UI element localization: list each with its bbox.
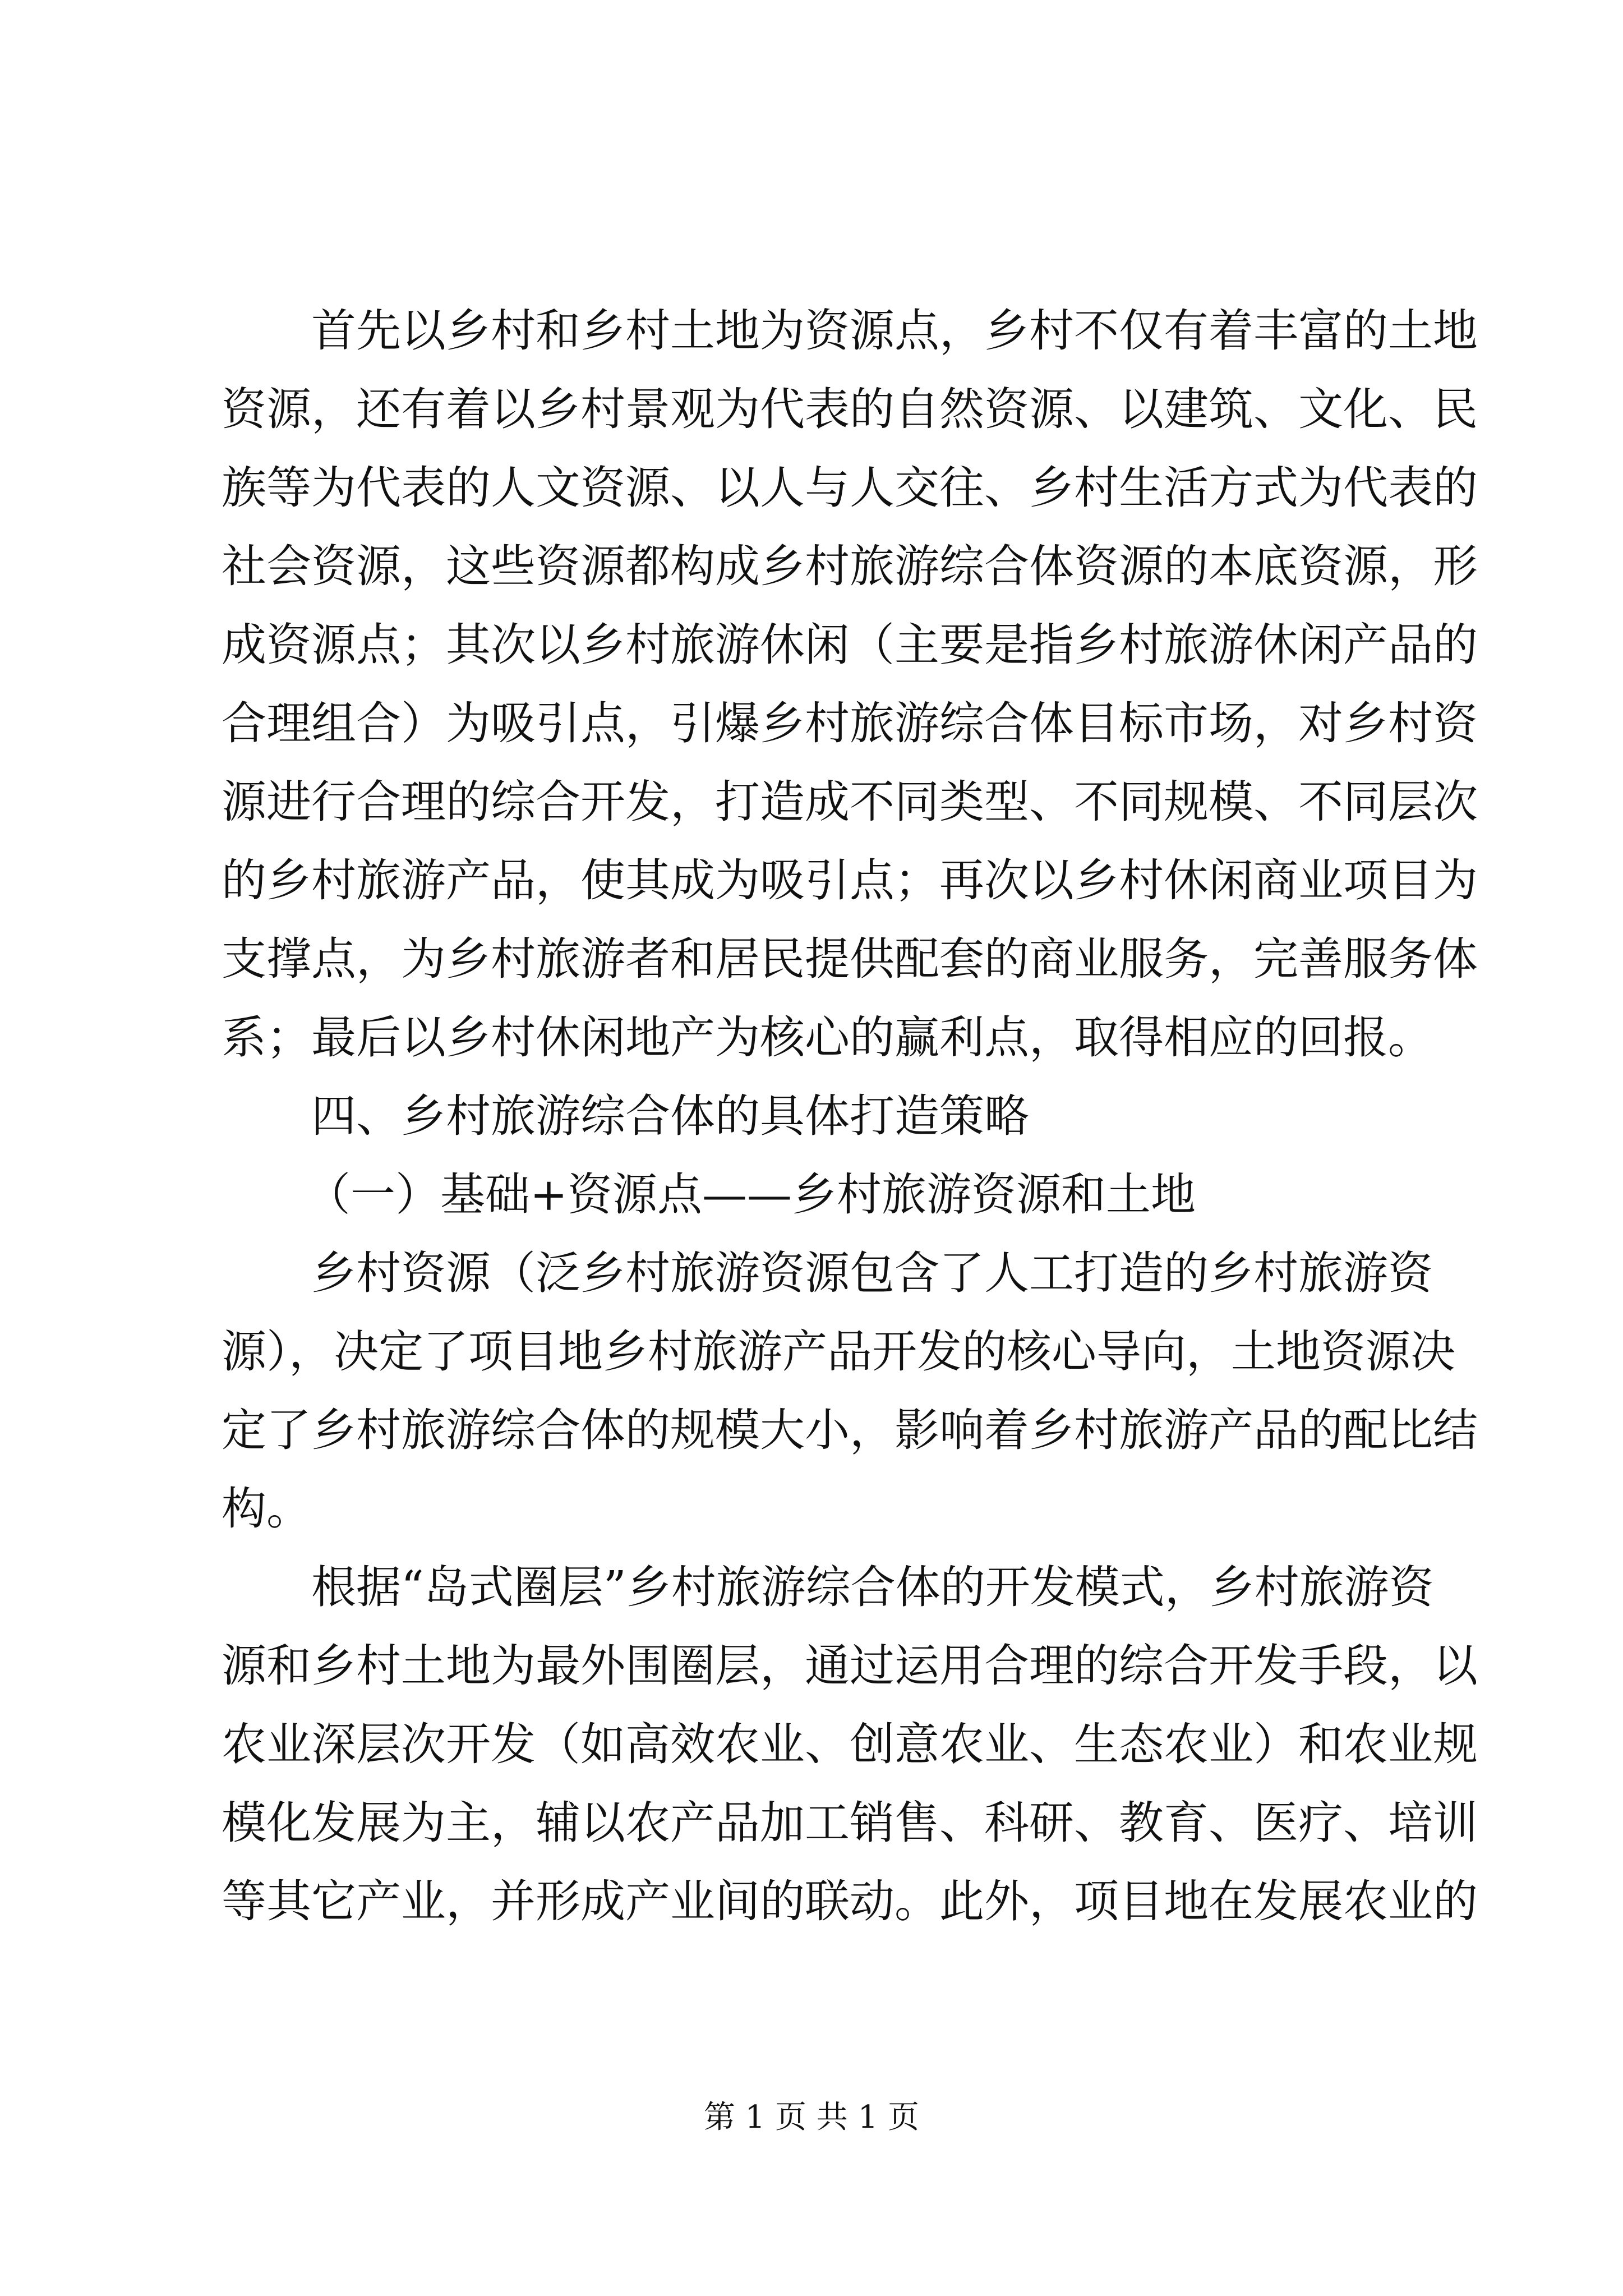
text-line: 定了乡村旅游综合体的规模大小，影响着乡村旅游产品的配比结 (222, 1404, 1478, 1456)
text-line: 族等为代表的人文资源、以人与人交往、乡村生活方式为代表的 (222, 462, 1478, 514)
paragraph-3 (222, 1548, 1478, 1941)
text-line: 农业深层次开发（如高效农业、创意农业、生态农业）和农业规 (222, 1718, 1478, 1770)
text-line: 乡村资源（泛乡村旅游资源包含了人工打造的乡村旅游资 (311, 1247, 1433, 1299)
text-line: 社会资源，这些资源都构成乡村旅游综合体资源的本底资源，形 (222, 540, 1478, 592)
text-line: 源），决定了项目地乡村旅游产品开发的核心导向，土地资源决 (222, 1326, 1455, 1378)
text-line: 构。 (222, 1483, 311, 1535)
text-line: 模化发展为主，辅以农产品加工销售、科研、教育、医疗、培训 (222, 1797, 1478, 1849)
text-line: 的乡村旅游产品，使其成为吸引点；再次以乡村休闲商业项目为 (222, 854, 1478, 907)
text-line: 源和乡村土地为最外围圈层，通过运用合理的综合开发手段，以 (222, 1640, 1478, 1692)
subsection-heading: （一）基础+资源点——乡村旅游资源和土地 (306, 1168, 1196, 1221)
text-line: 成资源点；其次以乡村旅游休闲（主要是指乡村旅游休闲产品的 (222, 619, 1478, 671)
text-line: 支撑点，为乡村旅游者和居民提供配套的商业服务，完善服务体 (222, 933, 1478, 985)
text-line: 合理组合）为吸引点，引爆乡村旅游综合体目标市场，对乡村资 (222, 697, 1478, 749)
text-line: 等其它产业，并形成产业间的联动。此外，项目地在发展农业的 (222, 1875, 1478, 1927)
section-heading: 四、乡村旅游综合体的具体打造策略 (311, 1090, 1029, 1142)
text-line: 资源，还有着以乡村景观为代表的自然资源、以建筑、文化、民 (222, 383, 1478, 435)
text-line: 首先以乡村和乡村土地为资源点，乡村不仅有着丰富的土地 (311, 305, 1478, 357)
text-line: 源进行合理的综合开发，打造成不同类型、不同规模、不同层次 (222, 776, 1478, 828)
text-line: 系；最后以乡村休闲地产为核心的赢利点，取得相应的回报。 (222, 1011, 1433, 1064)
paragraph-1 (222, 292, 1478, 1077)
paragraph-2 (222, 1234, 1478, 1548)
page-footer: 第 1 页 共 1 页 (703, 2099, 920, 2136)
document-body (222, 292, 1478, 1941)
text-line: 根据“岛式圈层”乡村旅游综合体的开发模式，乡村旅游资 (311, 1561, 1434, 1613)
